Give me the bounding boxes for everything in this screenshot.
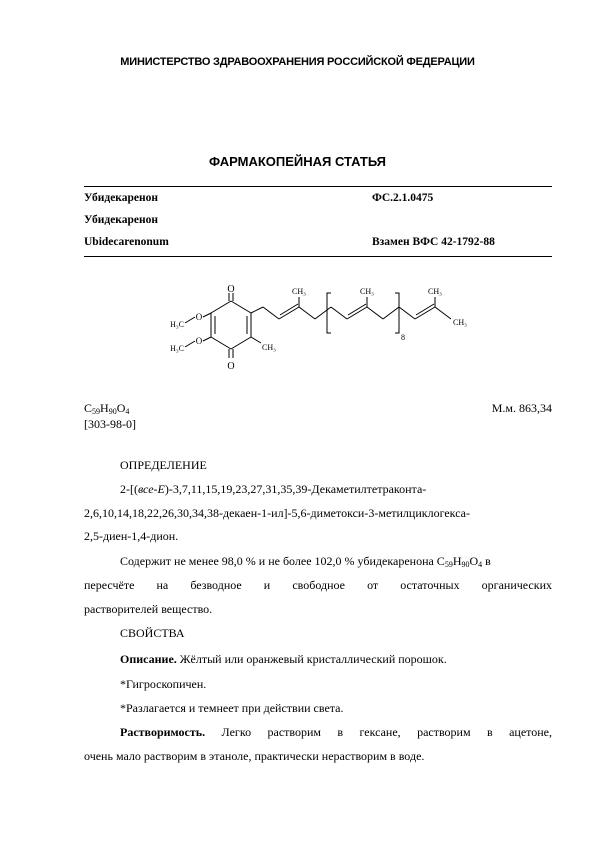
iupac-name-line-3: 2,5-диен-1,4-дион. — [84, 529, 179, 543]
definition-heading: ОПРЕДЕЛЕНИЕ — [120, 458, 207, 472]
chain-methyl-3: CH₃ — [428, 287, 442, 296]
header-bottom-rule — [84, 256, 552, 257]
replaces-note: Взамен ВФС 42-1792-88 — [372, 236, 495, 248]
methoxy-methyl-2: H₃C — [170, 344, 184, 353]
content-line-3: растворителей вещество. — [84, 602, 213, 616]
description-line: Описание. Жёлтый или оранжевый кристаллический порошок. — [120, 652, 447, 666]
substance-name-ru: Убидекаренон — [84, 192, 159, 204]
repeat-count: 8 — [401, 333, 405, 342]
document-type-title: ФАРМАКОПЕЙНАЯ СТАТЬЯ — [208, 154, 387, 169]
substance-name-latin: Ubidecarenonum — [84, 236, 169, 248]
ether-oxygen-2: O — [195, 336, 203, 346]
chain-methyl-1: CH₃ — [292, 287, 306, 296]
hygroscopic-note: *Гигроскопичен. — [120, 677, 207, 691]
ring-methyl: CH₃ — [262, 343, 276, 352]
iupac-name-line-1: 2-[(все-E)-3,7,11,15,19,23,27,31,35,39-Декаметилтетраконта- — [120, 482, 427, 496]
cas-number: [303-98-0] — [84, 417, 136, 431]
molar-mass: М.м. 863,34 — [491, 401, 552, 415]
properties-heading: СВОЙСТВА — [120, 626, 185, 640]
ether-oxygen-1: O — [195, 312, 203, 322]
solubility-line-1: Растворимость. Легко растворим в гексане, растворим в ацетоне, — [120, 725, 552, 739]
methoxy-methyl-1: H₃C — [170, 320, 184, 329]
header-top-rule — [84, 186, 552, 187]
content-line-1: Содержит не менее 98,0 % и не более 102,0 % убидекаренона $C_{59}H_{90}O_4$ в — [120, 554, 491, 569]
content-line-2: пересчёте на безводное и свободное от остаточных органических — [84, 578, 552, 592]
iupac-name-line-2: 2,6,10,14,18,22,26,30,34,38-декаен-1-ил]-5,6-диметокси-3-метилциклогекса- — [84, 506, 470, 520]
monograph-code: ФС.2.1.0475 — [372, 192, 434, 204]
chain-methyl-2: CH₃ — [360, 287, 374, 296]
molecular-formula: $C_{59}H_{90}O_4$ — [84, 401, 130, 416]
ministry-title: МИНИСТЕРСТВО ЗДРАВООХРАНЕНИЯ РОССИЙСКОЙ ФЕДЕРАЦИИ — [120, 56, 475, 68]
substance-name-ru-alt: Убидекаренон — [84, 214, 159, 226]
ring-oxygen-top: O — [227, 284, 235, 295]
structural-formula — [155, 283, 500, 383]
decomposition-note: *Разлагается и темнеет при действии света. — [120, 701, 344, 715]
chain-methyl-terminal: CH₃ — [453, 318, 467, 327]
ring-oxygen-bottom: O — [227, 361, 235, 372]
solubility-line-2: очень мало растворим в этаноле, практически нерастворим в воде. — [84, 749, 425, 763]
